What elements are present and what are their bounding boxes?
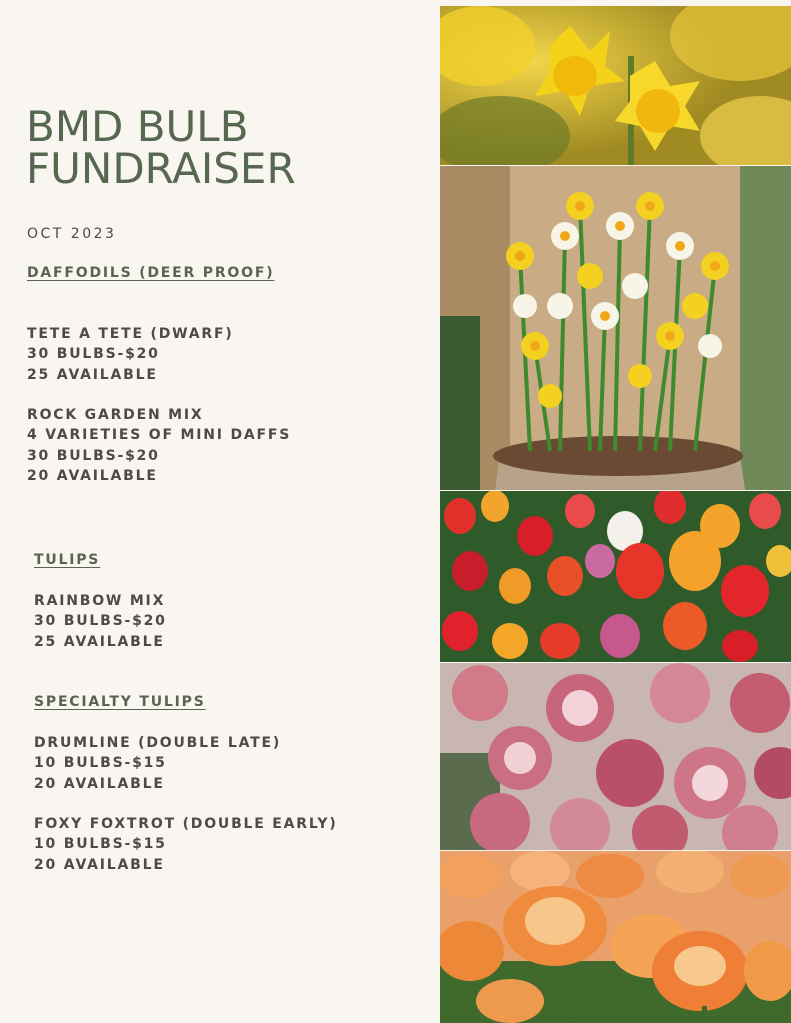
product-name: DRUMLINE (DOUBLE LATE)	[34, 735, 282, 751]
double-pink-tulips-photo	[440, 663, 791, 850]
product-foxy-foxtrot	[34, 814, 338, 875]
product-price: 10 BULBS-$15	[34, 755, 167, 772]
rainbow-tulips-photo	[440, 491, 791, 662]
product-availability: 20 AVAILABLE	[34, 856, 165, 873]
title-line-2: FUNDRAISER	[26, 144, 296, 193]
section-heading-daffodils: DAFFODILS (DEER PROOF)	[27, 265, 275, 281]
product-price: 30 BULBS-$20	[34, 613, 167, 630]
page-title	[26, 102, 296, 193]
product-drumline	[34, 733, 281, 794]
product-name: ROCK GARDEN MIX	[27, 407, 204, 423]
product-rainbow-mix	[34, 591, 167, 652]
product-availability: 25 AVAILABLE	[27, 366, 158, 383]
product-name: RAINBOW MIX	[34, 593, 166, 609]
orange-double-tulips-photo	[440, 851, 791, 1023]
product-name: FOXY FOXTROT (DOUBLE EARLY)	[34, 816, 338, 832]
event-date: OCT 2023	[27, 226, 117, 242]
product-price: 30 BULBS-$20	[27, 447, 160, 464]
title-line-1: BMD BULB	[26, 102, 249, 151]
photo-column	[440, 0, 791, 1023]
product-price: 10 BULBS-$15	[34, 836, 167, 853]
potted-daffodils-photo	[440, 166, 791, 490]
product-description: 4 VARIETIES OF MINI DAFFS	[27, 427, 292, 444]
product-name: TETE A TETE (DWARF)	[27, 326, 234, 342]
section-heading-tulips: TULIPS	[34, 552, 101, 568]
section-heading-specialty-tulips: SPECIALTY TULIPS	[34, 694, 206, 710]
product-price: 30 BULBS-$20	[27, 346, 160, 363]
yellow-daffodils-photo	[440, 6, 791, 165]
product-availability: 20 AVAILABLE	[27, 467, 158, 484]
product-availability: 25 AVAILABLE	[34, 633, 165, 650]
product-rock-garden-mix	[27, 405, 291, 486]
product-availability: 20 AVAILABLE	[34, 775, 165, 792]
product-tete-a-tete	[27, 324, 234, 385]
